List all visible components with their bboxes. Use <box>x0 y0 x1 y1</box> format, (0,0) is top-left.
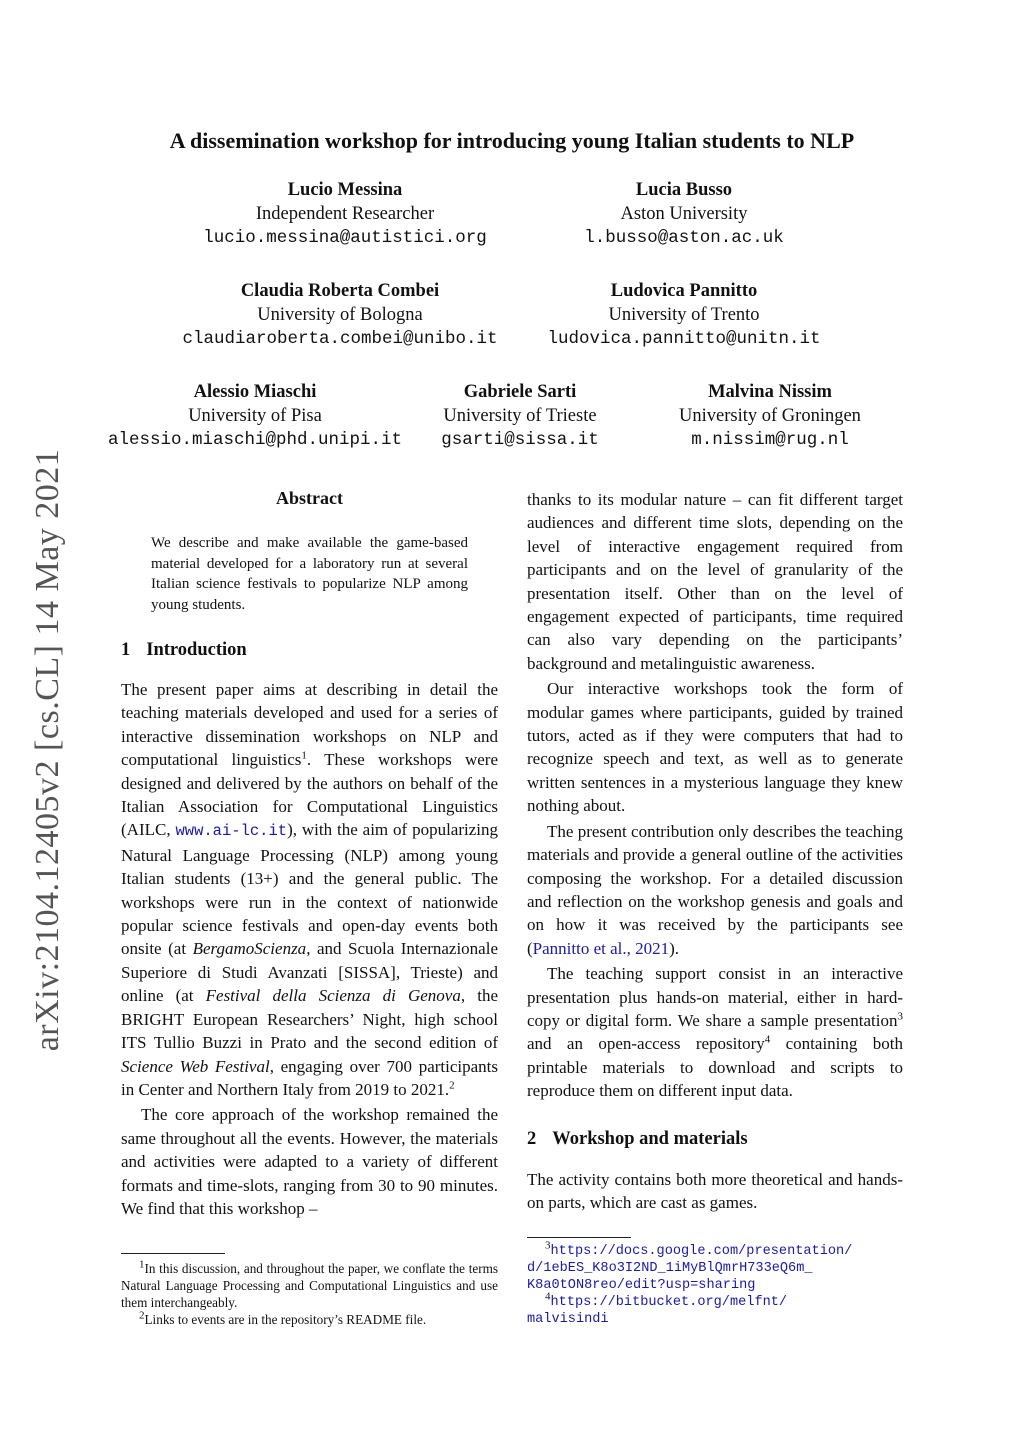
footnote-marker[interactable]: 3 <box>897 1010 903 1023</box>
arxiv-identifier <box>18 440 78 1060</box>
intro-paragraph-2: The core approach of the workshop remained the same throughout all the events. However, the materials and activities were adapted to a variety of different formats and time-slots, ranging from 30 to 90 minutes. We find that this workshop – <box>121 1105 498 1218</box>
section-heading-introduction <box>121 640 498 661</box>
footnote-url-line[interactable]: https://docs.google.com/presentation/ <box>550 1244 853 1259</box>
author-block-4 <box>514 279 854 351</box>
paper-title: A dissemination workshop for introducing young Italian students to NLP <box>169 128 855 153</box>
footnote-number: 2 <box>139 1309 145 1322</box>
author-name: Claudia Roberta Combei <box>240 281 440 301</box>
author-affiliation: University of Trieste <box>443 406 597 426</box>
author-block-2 <box>534 178 834 250</box>
arxiv-identifier-text: arXiv:2104.12405v2 [cs.CL] 14 May 2021 <box>29 448 66 1052</box>
footnote-1 <box>121 1260 498 1311</box>
text-run: and an open-access repository <box>527 1034 765 1054</box>
text-run: , the BRIGHT European Researchers’ Night, high school ITS Tullio Buzzi in Prato and the second edition of <box>121 986 498 1053</box>
author-affiliation: Independent Researcher <box>255 204 435 224</box>
author-affiliation: University of Trento <box>608 305 760 325</box>
right-footnotes <box>527 1237 903 1328</box>
author-email[interactable]: m.nissim@rug.nl <box>691 430 849 450</box>
author-block-1 <box>145 178 545 250</box>
footnote-text: In this discussion, and throughout the paper, we conflate the terms Natural Language Processing and Computational Linguistics and use them interchangeably. <box>121 1261 498 1310</box>
section-title: Workshop and materials <box>552 1128 748 1149</box>
event-name: BergamoScienza <box>192 939 307 959</box>
author-email[interactable]: alessio.miaschi@phd.unipi.it <box>107 430 403 450</box>
footnote-text: Links to events are in the repository’s README file. <box>144 1312 427 1327</box>
section-heading-workshop <box>527 1128 903 1151</box>
footnote-number: 3 <box>545 1239 551 1252</box>
text-run: ), with the aim of popularizing Natural Language Processing (NLP) among young Italian students (13+) and the general public. The workshops were run in the context of nationwide popular science festivals and open-day events both onsite (at <box>121 820 498 959</box>
footnote-marker[interactable]: 2 <box>449 1079 455 1092</box>
author-email[interactable]: lucio.messina@autistici.org <box>203 228 487 248</box>
text-run: . These workshops were designed and delivered by the authors on behalf of the Italian Association for Computational Linguistics (AILC, <box>121 750 498 840</box>
text-run: , engaging over 700 participants in Center and Northern Italy from 2019 to 2021. <box>121 1056 499 1099</box>
text-run: The present paper aims at describing in detail the teaching materials developed and used for a series of interactive dissemination workshops on NLP and computational linguistics <box>121 680 498 770</box>
footnote-rule <box>527 1237 631 1238</box>
author-block-6 <box>400 380 640 452</box>
abstract-heading: Abstract <box>276 488 343 508</box>
author-name: Lucio Messina <box>287 180 403 200</box>
event-name: Science Web Festival <box>121 1056 270 1076</box>
text-run: The present contribution only describes the teaching materials and provide a general outline of the activities composing the workshop. For a detailed discussion and reflection on the workshop genesis and goals and on how it was received by the participants see ( <box>527 821 903 958</box>
footnote-4[interactable] <box>527 1290 903 1311</box>
intro-paragraph-1 <box>121 678 498 1101</box>
author-name: Malvina Nissim <box>708 382 832 402</box>
footnote-3-cont[interactable]: d/1ebES_K8o3I2ND_1iMyBlQmrH733eQ6m_ <box>527 1261 813 1276</box>
footnote-number: 4 <box>545 1290 551 1303</box>
intro-paragraph-2-continued: thanks to its modular nature – can fit different target audiences and different time slots, depending on the level of interactive engagement required from participants and on the level of granularity of the presentation itself. Other than on the level of engagement expected of participants, time required can also vary depending on the participants’ background and metalinguistic awareness. <box>527 490 903 673</box>
footnote-3[interactable] <box>527 1239 903 1260</box>
footnote-3-cont[interactable]: K8a0tON8reo/edit?usp=sharing <box>527 1278 756 1293</box>
author-email[interactable]: ludovica.pannitto@unitn.it <box>547 329 821 349</box>
author-email[interactable]: gsarti@sissa.it <box>441 430 599 450</box>
text-run: ). <box>669 938 680 958</box>
ailc-link[interactable]: www.ai-lc.it <box>175 822 288 841</box>
footnote-4-cont[interactable]: malvisindi <box>527 1312 609 1327</box>
author-email[interactable]: l.busso@aston.ac.uk <box>584 228 784 248</box>
footnote-rule <box>121 1253 225 1254</box>
text-run: The teaching support consist in an interactive presentation plus hands-on material, either in hard-copy or digital form. We share a sample presentation <box>527 964 903 1030</box>
footnote-number: 1 <box>139 1258 145 1271</box>
author-block-3 <box>120 279 560 351</box>
section-number: 2 <box>527 1128 537 1149</box>
author-name: Alessio Miaschi <box>193 382 317 402</box>
author-affiliation: Aston University <box>620 204 748 224</box>
author-name: Lucia Busso <box>635 180 733 200</box>
intro-paragraph-3: Our interactive workshops took the form of modular games where participants, guided by trained tutors, acted as if they were computers that had to recognize speech and text, as well as to generate written sentences in a mysterious language they knew nothing about. <box>527 679 903 816</box>
workshop-paragraph-1: The activity contains both more theoretical and hands-on parts, which are cast as games. <box>527 1169 903 1213</box>
footnote-marker[interactable]: 1 <box>301 749 307 762</box>
author-name: Ludovica Pannitto <box>610 281 758 301</box>
event-name: Festival della Scienza di Genova <box>205 986 461 1006</box>
right-column <box>527 488 903 1215</box>
left-column <box>121 488 498 1220</box>
intro-paragraph-5 <box>527 962 903 1102</box>
footnote-marker[interactable]: 4 <box>764 1033 771 1046</box>
section-number: 1 <box>121 640 131 660</box>
citation-link[interactable]: Pannitto et al., 2021 <box>532 938 670 958</box>
author-block-7 <box>650 380 890 452</box>
author-email[interactable]: claudiaroberta.combei@unibo.it <box>182 329 498 349</box>
intro-body <box>121 678 498 1220</box>
author-affiliation: University of Bologna <box>257 305 423 325</box>
text-run: containing both printable materials to download and scripts to reproduce them on different input data. <box>527 1034 903 1101</box>
footnote-2 <box>121 1311 498 1328</box>
intro-paragraph-4 <box>527 820 903 960</box>
section-title: Introduction <box>146 640 247 660</box>
left-footnotes <box>121 1253 498 1328</box>
abstract-text: We describe and make available the game-based material developed for a laboratory run at several Italian science festivals to popularize NLP among young students. <box>151 535 468 613</box>
author-block-5 <box>55 380 455 452</box>
author-affiliation: University of Pisa <box>188 406 322 426</box>
author-name: Gabriele Sarti <box>463 382 577 402</box>
text-run: , and Scuola Internazionale Superiore di Studi Avanzati [SISSA], Trieste) and online (at <box>121 939 498 1006</box>
author-affiliation: University of Groningen <box>679 406 861 426</box>
footnote-url-line[interactable]: https://bitbucket.org/melfnt/ <box>550 1295 788 1310</box>
